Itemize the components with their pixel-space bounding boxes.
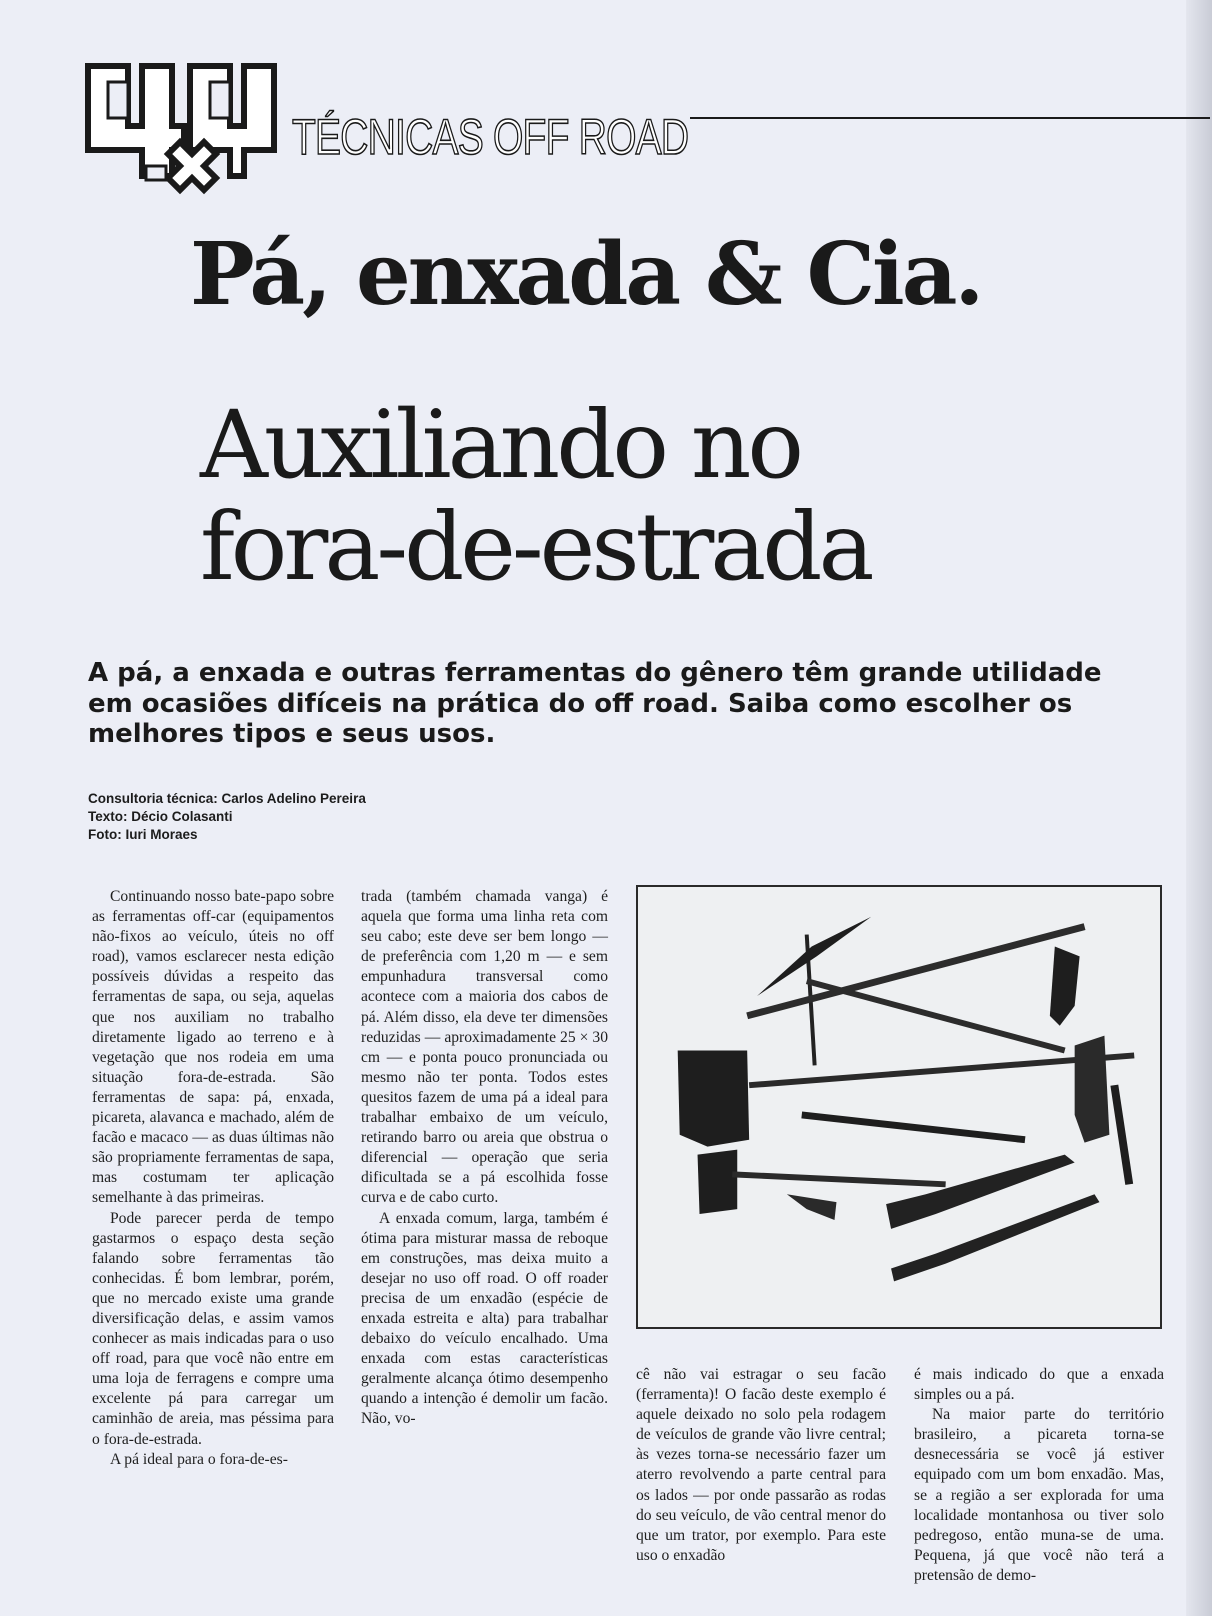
paragraph: é mais indicado do que a enxada simples ou a pá.: [914, 1366, 1164, 1404]
text-column-1: [92, 887, 334, 1470]
paragraph: Pode parecer perda de tempo gastarmos o espaço desta seção falando sobre ferramentas tão conhecidas. É bom lembrar, porém, que no mercado existe uma grande diversificação delas, e assim vamos conhecer as mais indicadas para o uso off road, para que você não entre em uma loja de ferragens e compre uma excelente pá para carregar um caminhão de areia, mas péssima para o fora-de-estrada.: [92, 1209, 334, 1448]
article-headline: Pá, enxada & Cia.: [190, 224, 982, 325]
subhead-line-2: fora-de-estrada: [200, 492, 871, 602]
logo-4x4: [80, 58, 280, 203]
section-title: TÉCNICAS OFF ROAD: [292, 109, 689, 165]
credit-foto: Foto: Iuri Moraes: [88, 826, 198, 842]
paragraph: Na maior parte do território brasileiro, a picareta torna-se desnecessária se você já estiver equipado com um bom enxadão. Mas, se a região a ser explorada for uma localidade montanhosa ou tiver solo pedregoso, então muna-se de uma. Pequena, já que você não terá a pretensão de demo-: [914, 1406, 1164, 1584]
credit-consultoria: Consultoria técnica: Carlos Adelino Pereira: [88, 791, 366, 806]
page-edge-shadow: [1186, 0, 1212, 1616]
paragraph: trada (também chamada vanga) é aquela que forma uma linha reta com seu cabo; este deve ser bem longo — de preferência com 1,20 m — e sem empunhadura transversal como acontece com a maioria dos cabos de pá. Além disso, ela deve ter dimensões reduzidas — aproximadamente 25 × 30 cm — e ponta pouco pronunciada ou mesmo não ter ponta. Todos estes quesitos fazem de uma pá a ideal para trabalhar embaixo de um veículo, retirando barro ou areia que obstrua o diferencial — operação que seria dificultada se a pá escolhida fosse curva e de cabo curto.: [361, 888, 608, 1207]
paragraph: cê não vai estragar o seu facão (ferramenta)! O facão deste exemplo é aquele deixado no solo pela rodagem de veículos de grande vão livre central; às vezes torna-se necessário fazer um aterro revolvendo a parte central para os lados — por onde passarão as rodas do seu veículo, de vão central menor do que um trator, por exemplo. Para este uso o enxadão: [636, 1366, 886, 1564]
text-column-2: [361, 887, 608, 1430]
text-column-3: [636, 1365, 886, 1566]
paragraph: A pá ideal para o fora-de-es-: [110, 1450, 288, 1468]
credit-texto: Texto: Décio Colasanti: [88, 808, 233, 824]
article-credits: [88, 790, 366, 843]
paragraph: A enxada comum, larga, também é ótima para misturar massa de reboque em construções, mas deixa muito a desejar no uso off road. O off roader precisa de um enxadão (espécie de enxada estreita e alta) para trabalhar debaixo do veículo encalhado. Uma enxada com estas características geralmente alcança ótimo desempenho quando a intenção é demolir um facão. Não, vo-: [361, 1209, 608, 1428]
paragraph: Continuando nosso bate-papo sobre as ferramentas off-car (equipamentos não-fixos ao veículo, úteis no off road), vamos esclarecer nesta edição possíveis dúvidas a respeito das ferramentas de sapa, ou seja, aquelas que nos auxiliam no trabalho diretamente ligado ao terreno e à vegetação que nos rodeia em uma situação fora-de-estrada. São ferramentas de sapa: pá, enxada, picareta, alavanca e machado, além de facão e macaco — as duas últimas não são propriamente ferramentas de sapa, mas costumam ter aplicação semelhante à das primeiras.: [92, 888, 334, 1207]
subhead-line-1: Auxiliando no: [200, 391, 800, 500]
text-column-4: [914, 1365, 1164, 1586]
article-lead: A pá, a enxada e outras ferramentas do gênero têm grande utilidade em ocasiões difíceis na prática do off road. Saiba como escolher os melhores tipos e seus usos.: [88, 658, 1102, 750]
article-subhead: [200, 391, 1100, 602]
tools-photo: [636, 885, 1162, 1329]
header-rule: [690, 117, 1210, 119]
